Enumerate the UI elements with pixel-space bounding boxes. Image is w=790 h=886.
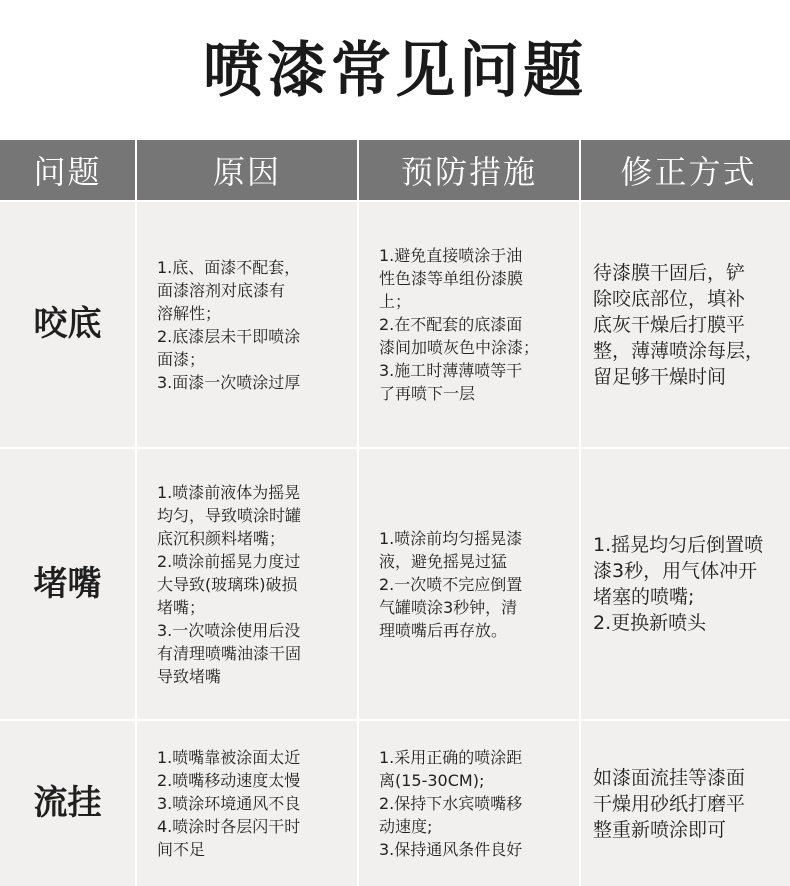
page-title: 喷漆常见问题 (203, 36, 587, 106)
fix-text: 如漆面流挂等漆面 干燥用砂纸打磨平 整重新喷涂即可 (593, 766, 746, 841)
header-fix: 修正方式 (581, 140, 790, 200)
fix-cell-sagging (581, 721, 790, 886)
faq-table (0, 140, 790, 880)
cause-text: 1.底、面漆不配套， 面漆溶剂对底漆有 溶解性； 2.底漆层未干即喷涂 面漆； 3.面漆一次喷涂过厚 (157, 257, 301, 392)
prevention-cell-biting (359, 202, 579, 447)
fix-text: 待漆膜干固后，铲 除咬底部位，填补 底灰干燥后打膜平 整，薄薄喷涂每层， 留足够干燥时间 (593, 261, 765, 388)
cause-text: 1.喷嘴靠被涂面太近 2.喷嘴移动速度太慢 3.喷涂环境通风不良 4.喷涂时各层闪干时 间不足 (157, 748, 301, 859)
header-cause: 原因 (137, 140, 357, 200)
problem-cell-clogging: 堵嘴 (0, 449, 135, 719)
cause-cell-clogging (137, 449, 357, 719)
fix-cell-biting (581, 202, 790, 447)
header-prevention: 预防措施 (359, 140, 579, 200)
cause-text: 1.喷漆前液体为摇晃 均匀，导致喷涂时罐 底沉积颜料堵嘴； 2.喷涂前摇晃力度过 大导致(玻璃珠)破损 堵嘴； 3.一次喷涂使用后没 有清理喷嘴油漆干固 导致堵嘴 (157, 482, 302, 686)
prevention-cell-clogging (359, 449, 579, 719)
problem-cell-biting: 咬底 (0, 202, 135, 447)
prevention-text: 1.避免直接喷涂于油 性色漆等单组份漆膜 上； 2.在不配套的底漆面 漆间加喷灰色中涂漆； 3.施工时薄薄喷等干 了再喷下一层 (379, 246, 540, 403)
fix-cell-clogging (581, 449, 790, 719)
header-problem: 问题 (0, 140, 135, 200)
cause-cell-sagging (137, 721, 357, 886)
prevention-text: 1.喷涂前均匀摇晃漆 液，避免摇晃过猛 2.一次喷不完应倒置 气罐喷涂3秒钟，清 理喷嘴后再存放。 (379, 528, 523, 640)
cause-cell-biting (137, 202, 357, 447)
problem-cell-sagging: 流挂 (0, 721, 135, 886)
prevention-text: 1.采用正确的喷涂距 离(15-30CM); 2.保持下水宾喷嘴移 动速度; 3.保持通风条件良好 (379, 748, 523, 859)
prevention-cell-sagging (359, 721, 579, 886)
fix-text: 1.摇晃均匀后倒置喷 漆3秒，用气体冲开 堵塞的喷嘴; 2.更换新喷头 (593, 534, 764, 634)
